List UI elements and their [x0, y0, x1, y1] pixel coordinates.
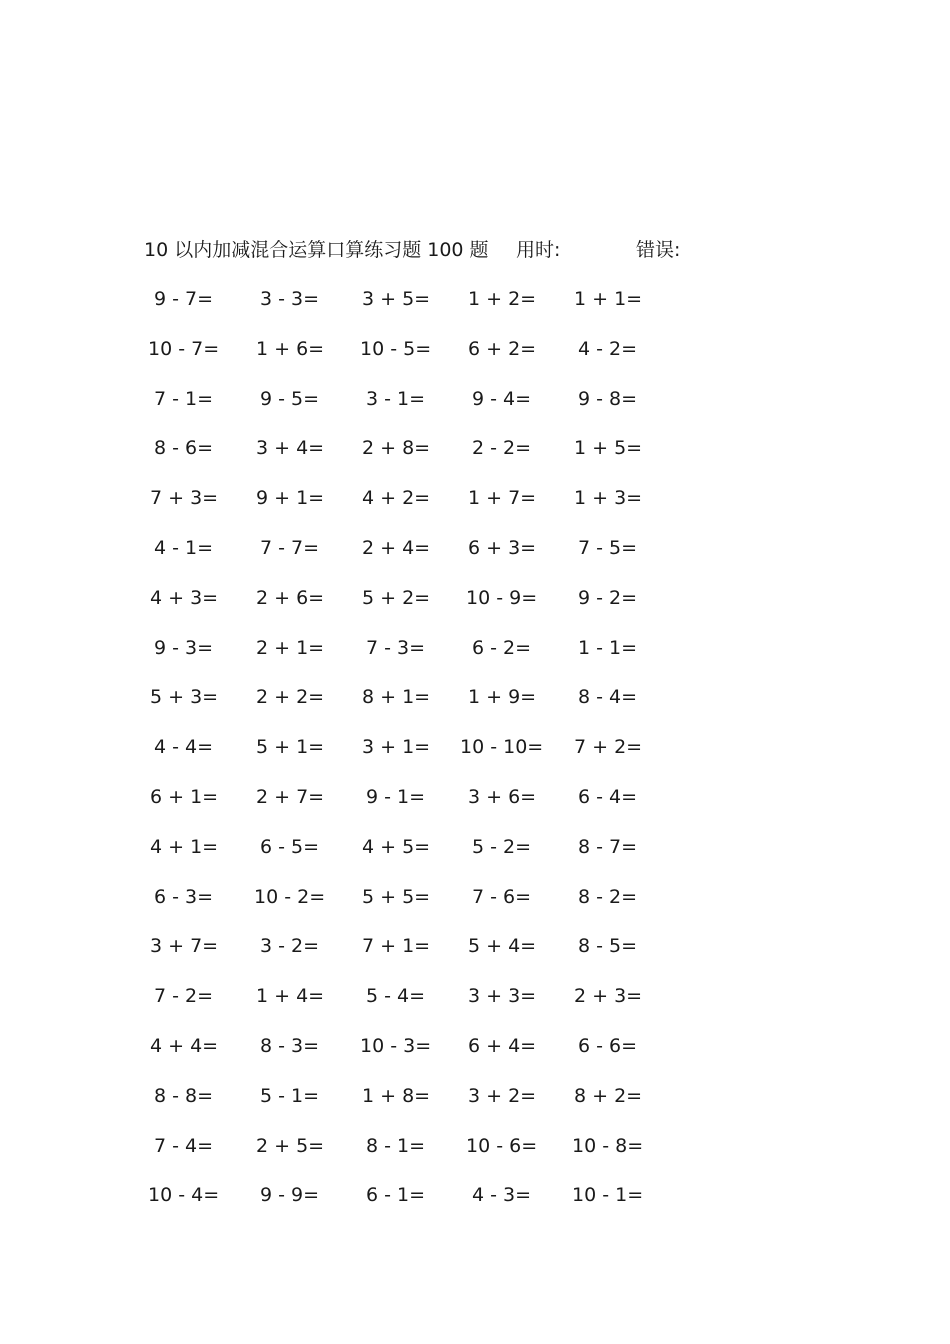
problem-item: 2 + 5=: [256, 1134, 325, 1157]
problem-item: 6 - 4=: [578, 786, 638, 808]
problem-item: 2 + 8=: [362, 437, 431, 460]
page-title: 10 以内加减混合运算口算练习题 100 题: [144, 239, 489, 261]
problem-item: 8 - 7=: [578, 835, 638, 858]
problem-item: 4 - 1=: [154, 537, 214, 559]
problem-item: 6 - 5=: [260, 835, 320, 858]
problem-item: 2 + 1=: [256, 636, 325, 659]
problem-item: 7 - 3=: [366, 636, 426, 659]
problem-item: 8 + 2=: [574, 1084, 643, 1107]
problem-item: 6 + 1=: [150, 786, 219, 808]
problem-item: 9 - 1=: [366, 786, 426, 808]
problem-item: 10 - 2=: [254, 885, 326, 908]
problem-item: 6 + 3=: [468, 537, 537, 559]
problem-item: 2 + 3=: [574, 985, 643, 1008]
problem-item: 3 + 5=: [362, 288, 431, 310]
problem-item: 2 + 4=: [362, 537, 431, 559]
problem-item: 9 + 1=: [256, 487, 325, 510]
problem-item: 5 + 4=: [468, 935, 537, 958]
problem-item: 6 + 4=: [468, 1035, 537, 1057]
problem-item: 3 + 1=: [362, 736, 431, 759]
problem-item: 4 + 3=: [150, 586, 219, 609]
problem-item: 10 - 8=: [572, 1134, 644, 1157]
problem-item: 4 + 1=: [150, 835, 219, 858]
problem-item: 3 + 2=: [468, 1084, 537, 1107]
problem-item: 10 - 10=: [460, 736, 544, 759]
problem-item: 5 - 1=: [260, 1084, 320, 1107]
problem-item: 7 + 2=: [574, 736, 643, 759]
problem-item: 4 - 3=: [472, 1184, 532, 1207]
problem-item: 2 + 6=: [256, 586, 325, 609]
problem-item: 7 + 3=: [150, 487, 219, 510]
problem-item: 9 - 5=: [260, 387, 320, 410]
problem-item: 8 - 3=: [260, 1035, 320, 1057]
problem-item: 7 - 1=: [154, 387, 214, 410]
problem-item: 4 - 2=: [578, 337, 638, 360]
problem-item: 10 - 1=: [572, 1184, 644, 1207]
problem-item: 6 - 1=: [366, 1184, 426, 1207]
problem-item: 1 + 8=: [362, 1084, 431, 1107]
problem-item: 5 - 2=: [472, 835, 532, 858]
problem-item: 4 + 2=: [362, 487, 431, 510]
problem-item: 2 + 2=: [256, 686, 325, 709]
problem-item: 5 + 5=: [362, 885, 431, 908]
problem-item: 3 - 3=: [260, 288, 320, 310]
problem-item: 5 + 3=: [150, 686, 219, 709]
problem-item: 7 - 4=: [154, 1134, 214, 1157]
problem-item: 5 - 4=: [366, 985, 426, 1008]
problem-item: 3 - 1=: [366, 387, 426, 410]
problem-item: 8 - 8=: [154, 1084, 214, 1107]
problem-item: 2 - 2=: [472, 437, 532, 460]
problem-item: 9 - 4=: [472, 387, 532, 410]
problem-item: 5 + 2=: [362, 586, 431, 609]
problem-item: 4 + 5=: [362, 835, 431, 858]
problem-item: 6 - 3=: [154, 885, 214, 908]
problem-item: 8 - 4=: [578, 686, 638, 709]
problem-item: 9 - 2=: [578, 586, 638, 609]
problem-item: 7 - 5=: [578, 537, 638, 559]
problem-item: 9 - 8=: [578, 387, 638, 410]
problem-item: 1 + 6=: [256, 337, 325, 360]
problem-item: 5 + 1=: [256, 736, 325, 759]
problem-item: 9 - 7=: [154, 288, 214, 310]
problem-item: 10 - 9=: [466, 586, 538, 609]
problem-item: 8 - 2=: [578, 885, 638, 908]
problem-item: 9 - 9=: [260, 1184, 320, 1207]
problem-item: 2 + 7=: [256, 786, 325, 808]
errors-label: 错误:: [636, 239, 681, 261]
problem-item: 10 - 5=: [360, 337, 432, 360]
problem-item: 10 - 4=: [148, 1184, 220, 1207]
problem-item: 10 - 3=: [360, 1035, 432, 1057]
problem-item: 10 - 6=: [466, 1134, 538, 1157]
problem-item: 8 - 1=: [366, 1134, 426, 1157]
problem-item: 1 + 5=: [574, 437, 643, 460]
problem-item: 1 + 9=: [468, 686, 537, 709]
problem-item: 1 + 7=: [468, 487, 537, 510]
problem-item: 6 - 6=: [578, 1035, 638, 1057]
problem-item: 4 - 4=: [154, 736, 214, 759]
problem-item: 7 - 6=: [472, 885, 532, 908]
problem-item: 1 + 2=: [468, 288, 537, 310]
problem-item: 10 - 7=: [148, 337, 220, 360]
problem-item: 8 - 6=: [154, 437, 214, 460]
problem-item: 3 + 6=: [468, 786, 537, 808]
problem-item: 1 - 1=: [578, 636, 638, 659]
time-used-label: 用时:: [516, 239, 561, 261]
problem-item: 1 + 4=: [256, 985, 325, 1008]
problem-item: 6 - 2=: [472, 636, 532, 659]
problem-item: 3 - 2=: [260, 935, 320, 958]
problem-item: 8 + 1=: [362, 686, 431, 709]
problem-item: 8 - 5=: [578, 935, 638, 958]
problem-item: 3 + 3=: [468, 985, 537, 1008]
problem-item: 7 + 1=: [362, 935, 431, 958]
problem-item: 6 + 2=: [468, 337, 537, 360]
problem-item: 1 + 3=: [574, 487, 643, 510]
problem-item: 4 + 4=: [150, 1035, 219, 1057]
problem-item: 9 - 3=: [154, 636, 214, 659]
problem-item: 7 - 7=: [260, 537, 320, 559]
problem-item: 7 - 2=: [154, 985, 214, 1008]
problem-item: 3 + 4=: [256, 437, 325, 460]
problem-item: 1 + 1=: [574, 288, 643, 310]
problem-item: 3 + 7=: [150, 935, 219, 958]
